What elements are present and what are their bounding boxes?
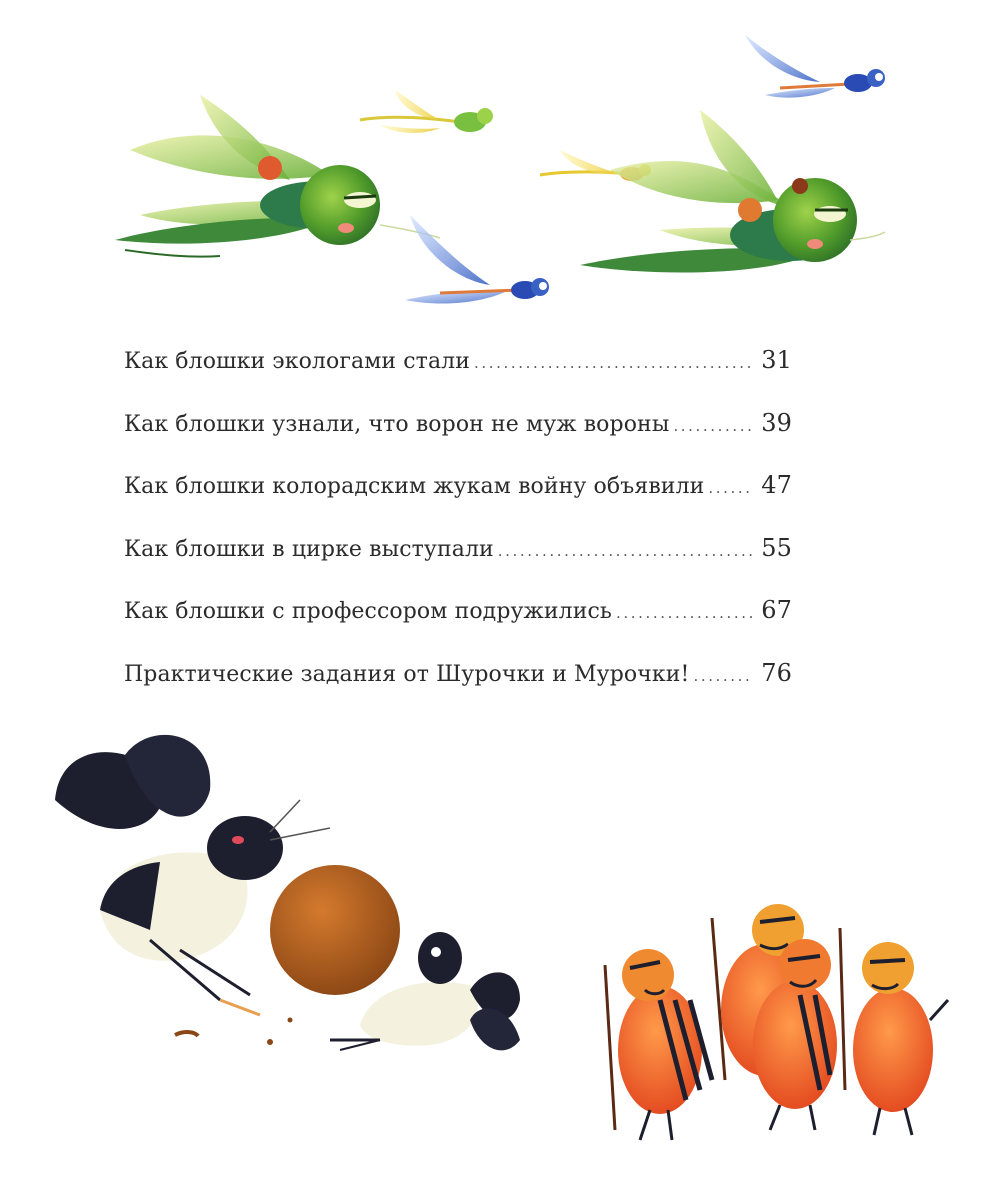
yellow-dragonfly-illustration <box>360 90 493 133</box>
toc-leader-dots <box>673 417 752 435</box>
small-orange-dragonfly-illustration <box>540 150 651 181</box>
toc-leader-dots <box>708 479 752 497</box>
toc-entry-title: Как блошки с профессором подружились <box>124 599 612 624</box>
toc-leader-dots <box>474 354 752 372</box>
dung-beetle-big-illustration <box>55 735 330 1015</box>
toc-entry-title: Как блошки экологами стали <box>124 349 471 374</box>
toc-entry-title: Как блошки колорадским жукам войну объявили <box>124 474 705 499</box>
toc-entry-title: Практические задания от Шурочки и Мурочки! <box>124 661 690 687</box>
table-of-contents <box>124 346 792 721</box>
toc-entry-page: 67 <box>761 596 792 624</box>
toc-entry-page: 47 <box>761 471 792 499</box>
toc-entry[interactable] <box>124 596 792 659</box>
toc-entry-page: 55 <box>761 533 792 562</box>
grasshopper-right-illustration <box>580 110 885 273</box>
dung-beetle-small-illustration <box>330 932 520 1050</box>
dung-ball-illustration <box>175 865 400 1045</box>
toc-leader-dots <box>616 604 752 622</box>
toc-leader-dots <box>498 542 752 560</box>
toc-entry-page: 31 <box>761 346 792 374</box>
toc-entry-title: Как блошки узнали, что ворон не муж вороны <box>124 411 670 437</box>
blue-dragonfly-top-illustration <box>745 35 885 98</box>
toc-entry[interactable] <box>124 346 792 409</box>
toc-entry[interactable] <box>124 409 792 472</box>
toc-entry[interactable] <box>124 659 792 722</box>
toc-leader-dots <box>693 667 752 685</box>
toc-entry[interactable] <box>124 471 792 534</box>
grasshopper-left-illustration <box>115 95 440 257</box>
toc-entry[interactable] <box>124 534 792 597</box>
toc-entry-page: 76 <box>761 658 792 687</box>
blue-dragonfly-bottom-illustration <box>405 215 549 304</box>
toc-entry-title: Как блошки в цирке выступали <box>124 536 494 562</box>
colorado-beetles-illustration <box>605 904 948 1140</box>
toc-entry-page: 39 <box>761 408 792 437</box>
